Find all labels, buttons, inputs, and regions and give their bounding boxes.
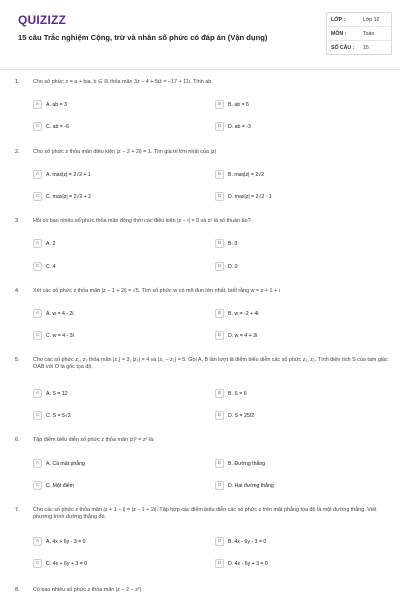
option-letter: B [215, 389, 224, 398]
question-number: 2. [15, 149, 20, 155]
question-text: Hỏi có bao nhiêu số phức thỏa mãn đồng thời các điều kiện |z − i| = 5 và z² là số thuần ảo? [33, 218, 251, 224]
meta-row-grade [327, 13, 391, 27]
option-letter: D [215, 122, 224, 131]
question-number: 6. [15, 437, 20, 443]
option-text: C. 4 [46, 263, 56, 270]
option-text: B. w = -2 + 4i [228, 310, 259, 317]
meta-row-count [327, 41, 391, 54]
option-c[interactable] [33, 558, 183, 569]
option-text: D. Hai đường thẳng [228, 482, 274, 489]
option-text: A. ab = 3 [46, 101, 67, 108]
option-d[interactable] [215, 480, 365, 491]
option-text: A. max|z| = 2√2 + 1 [46, 171, 91, 178]
option-a[interactable] [33, 99, 183, 110]
question-number: 7. [15, 507, 20, 513]
question-text: Cho số phức z thỏa mãn điều kiện |z − 2 + 2i| = 1. Tìm giá trị lớn nhất của |z| [33, 149, 216, 155]
meta-label: LỚP : [331, 16, 346, 23]
question-number: 3. [15, 218, 20, 224]
option-text: D. max|z| = 2√2 - 1 [228, 193, 272, 200]
question-text: Cho số phức z = a + bia, b ∈ ℝ thỏa mãn 3z − 4 + 5iz̄ = −17 + 11i. Tính ab [33, 79, 212, 85]
option-b[interactable] [215, 458, 365, 469]
option-letter: B [215, 309, 224, 318]
option-text: B. max|z| = 2√2 [228, 171, 264, 178]
option-letter: C [33, 559, 42, 568]
option-text: D. 0 [228, 263, 238, 270]
option-letter: D [215, 559, 224, 568]
option-text: B. 3 [228, 240, 238, 247]
option-letter: A [33, 459, 42, 468]
option-text: C. 4x + 6y + 3 = 0 [46, 560, 88, 567]
option-text: A. w = 4 - 2i [46, 310, 74, 317]
option-text: A. 2 [46, 240, 56, 247]
option-text: B. Đường thẳng [228, 460, 266, 467]
option-letter: C [33, 192, 42, 201]
option-letter: D [215, 262, 224, 271]
option-c[interactable] [33, 480, 183, 491]
option-d[interactable] [215, 191, 365, 202]
option-b[interactable] [215, 536, 365, 547]
option-letter: D [215, 481, 224, 490]
option-letter: B [215, 459, 224, 468]
option-letter: B [215, 537, 224, 546]
option-a[interactable] [33, 536, 183, 547]
option-d[interactable] [215, 410, 365, 421]
option-a[interactable] [33, 388, 183, 399]
meta-label: SỐ CÂU : [331, 44, 355, 51]
option-letter: C [33, 481, 42, 490]
option-text: C. w = 4 - 3i [46, 332, 74, 339]
option-text: A. 4x + 6y - 3 = 0 [46, 538, 86, 545]
option-text: B. ab = 6 [228, 101, 249, 108]
meta-value: Toán [363, 30, 375, 37]
option-text: D. ab = -3 [228, 123, 251, 130]
option-letter: D [215, 192, 224, 201]
option-letter: C [33, 262, 42, 271]
option-text: A. S = 12 [46, 390, 68, 397]
option-d[interactable] [215, 261, 365, 272]
option-letter: A [33, 170, 42, 179]
option-letter: C [33, 122, 42, 131]
question-text: Có bao nhiêu số phức z thỏa mãn |z − 2 − z²| [33, 587, 141, 593]
header-divider [0, 69, 400, 70]
option-c[interactable] [33, 410, 183, 421]
option-text: D. w = 4 + 3i [228, 332, 258, 339]
question-number: 5. [15, 357, 20, 363]
option-b[interactable] [215, 99, 365, 110]
question-number: 4. [15, 288, 20, 294]
option-text: C. Một điểm [46, 482, 74, 489]
option-a[interactable] [33, 308, 183, 319]
option-letter: D [215, 411, 224, 420]
option-letter: B [215, 100, 224, 109]
option-letter: C [33, 331, 42, 340]
meta-box [326, 12, 392, 55]
meta-value: Lớp 12 [363, 16, 380, 23]
option-text: C. ab = -6 [46, 123, 69, 130]
option-b[interactable] [215, 238, 365, 249]
question-text: Xét các số phức z thỏa mãn |z − 1 + 2i| = √5. Tìm số phức w có mô đun lớn nhất, biết rằng w = z + 1 + i [33, 288, 280, 294]
question-text: Tập điểm biểu diễn số phức z thỏa mãn |z|² = z² là: [33, 437, 155, 443]
question-text: Cho các số phức z thỏa mãn |z + 1 − i| = |z − 1 + 2i|. Tập hợp các điểm biểu diễn các số phức z trên mặt phẳng tọa độ là một đường thẳng. Viết phương trình đường thẳng đó. [33, 507, 377, 521]
option-letter: A [33, 100, 42, 109]
option-a[interactable] [33, 458, 183, 469]
meta-value: 15 [363, 44, 369, 51]
option-c[interactable] [33, 121, 183, 132]
option-text: B. 4x - 6y - 3 = 0 [228, 538, 267, 545]
option-c[interactable] [33, 191, 183, 202]
meta-label: MÔN : [331, 30, 347, 37]
option-text: C. S = 5√2 [46, 412, 71, 419]
quizizz-logo: QUIZIZZ [18, 13, 67, 27]
option-text: D. 4x - 6y + 3 = 0 [228, 560, 268, 567]
option-b[interactable] [215, 308, 365, 319]
page-title: 15 câu Trắc nghiệm Cộng, trừ và nhân số phức có đáp án (Vận dụng) [18, 33, 268, 42]
option-letter: A [33, 389, 42, 398]
option-letter: B [215, 239, 224, 248]
option-text: C. max|z| = 2√2 + 2 [46, 193, 92, 200]
option-letter: D [215, 331, 224, 340]
option-a[interactable] [33, 169, 183, 180]
option-text: A. Cả mặt phẳng [46, 460, 85, 467]
option-a[interactable] [33, 238, 183, 249]
option-letter: C [33, 411, 42, 420]
question-text: Cho các số phức z₁, z₂ thỏa mãn |z₁| = 3, |z₂| = 4 và |z₁ − z₂| = 5. Gọi A, B lần lượt là điểm biểu diễn các số phức z₁, z₂. Tính diện tích S của tam giác OAB với O là gốc tọa độ. [33, 357, 388, 371]
option-c[interactable] [33, 330, 183, 341]
option-b[interactable] [215, 169, 365, 180]
question-number: 1. [15, 79, 20, 85]
option-letter: B [215, 170, 224, 179]
option-text: D. S = 25/2 [228, 412, 255, 419]
option-letter: A [33, 239, 42, 248]
option-d[interactable] [215, 330, 365, 341]
meta-row-subject [327, 27, 391, 41]
option-d[interactable] [215, 121, 365, 132]
option-b[interactable] [215, 388, 365, 399]
question-number: 8. [15, 587, 20, 593]
option-text: B. S = 6 [228, 390, 247, 397]
option-letter: A [33, 537, 42, 546]
option-c[interactable] [33, 261, 183, 272]
option-letter: A [33, 309, 42, 318]
option-d[interactable] [215, 558, 365, 569]
